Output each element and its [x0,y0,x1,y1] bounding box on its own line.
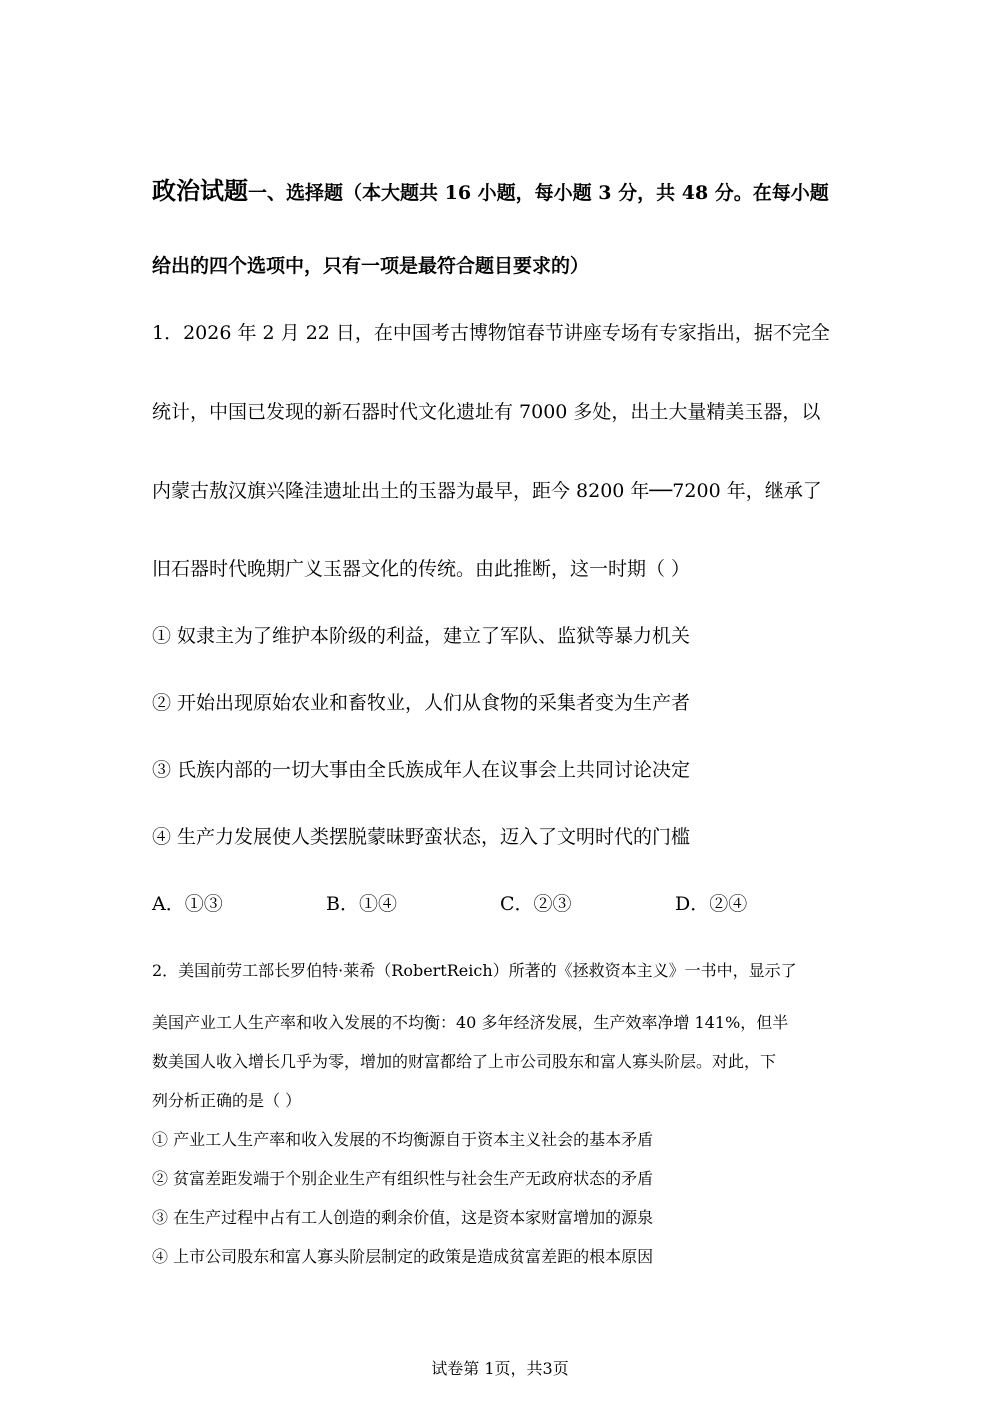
question-2-line: 2．美国前劳工部长罗伯特·莱希（RobertReich）所著的《拯救资本主义》一书中，显示了 [152,961,797,980]
question-1-line: 1．2026 年 2 月 22 日，在中国考古博物馆春节讲座专场有专家指出，据不完全 [152,322,830,344]
question-1-line: 旧石器时代晚期广义玉器文化的传统。由此推断，这一时期（ ） [152,558,691,580]
question-2-statement: ① 产业工人生产率和收入发展的不均衡源自于资本主义社会的基本矛盾 [152,1130,654,1149]
question-2-line: 列分析正确的是（ ） [152,1091,302,1110]
question-1-line: 内蒙古敖汉旗兴隆洼遗址出土的玉器为最早，距今 8200 年──7200 年，继承了 [152,480,822,502]
section-heading [152,171,829,206]
section-title: 一、选择题（本大题共 16 小题，每小题 3 分，共 48 分。在每小题 [248,182,829,204]
exam-title: 政治试题 [152,176,248,205]
question-1-statement: ④ 生产力发展使人类摆脱蒙昧野蛮状态，迈入了文明时代的门槛 [152,826,691,848]
question-2-statement: ② 贫富差距发端于个别企业生产有组织性与社会生产无政府状态的矛盾 [152,1169,654,1188]
question-2-statement: ④ 上市公司股东和富人寡头阶层制定的政策是造成贫富差距的根本原因 [152,1247,654,1266]
choice-a: A．①③ [152,893,223,915]
page-footer: 试卷第 1页，共3页 [431,1359,569,1378]
question-2-line: 美国产业工人生产率和收入发展的不均衡：40 多年经济发展，生产效率净增 141%，但半 [152,1013,789,1032]
question-2-statement: ③ 在生产过程中占有工人创造的剩余价值，这是资本家财富增加的源泉 [152,1208,654,1227]
question-1-statement: ② 开始出现原始农业和畜牧业，人们从食物的采集者变为生产者 [152,692,691,714]
question-1-statement: ① 奴隶主为了维护本阶级的利益，建立了军队、监狱等暴力机关 [152,625,691,647]
question-2-line: 数美国人收入增长几乎为零，增加的财富都给了上市公司股东和富人寡头阶层。对此，下 [152,1052,777,1071]
section-heading-cont: 给出的四个选项中，只有一项是最符合题目要求的） [152,255,590,277]
question-1-line: 统计，中国已发现的新石器时代文化遗址有 7000 多处，出土大量精美玉器，以 [152,401,821,423]
choice-d: D．②④ [675,893,748,915]
choice-b: B．①④ [326,893,397,915]
question-1-statement: ③ 氏族内部的一切大事由全氏族成年人在议事会上共同讨论决定 [152,759,691,781]
choice-c: C．②③ [500,893,572,915]
